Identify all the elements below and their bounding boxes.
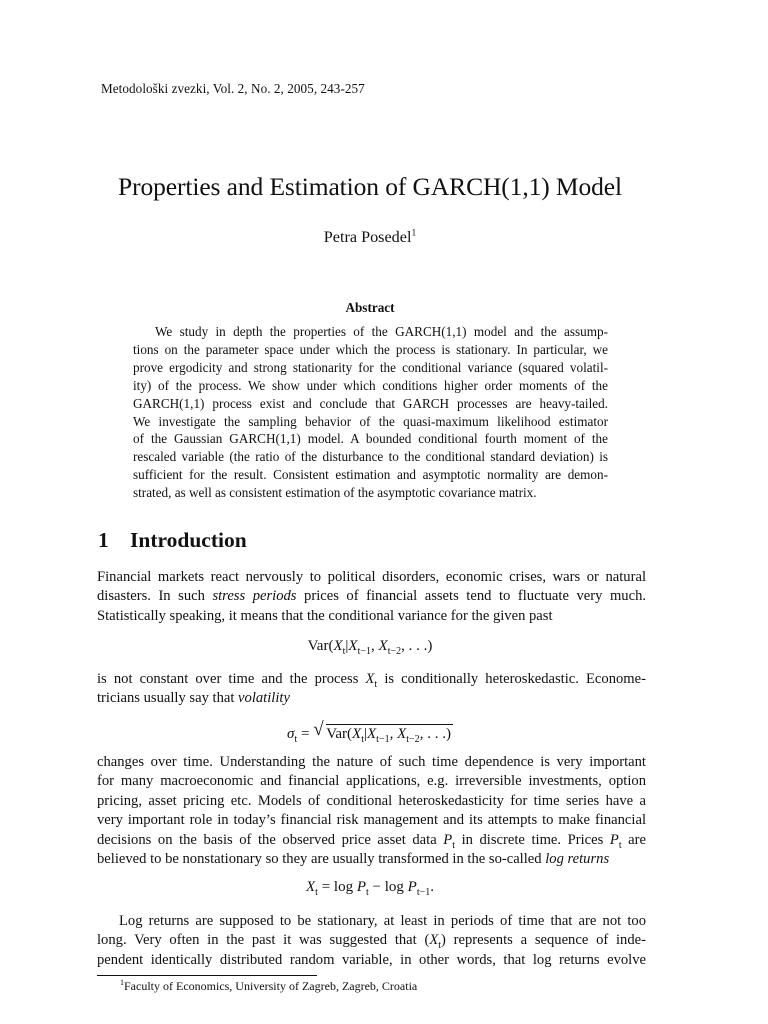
abstract-line: prove ergodicity and strong stationarity for the conditional variance (squared volatil- (133, 359, 608, 375)
intro-paragraph-1 (97, 568, 646, 626)
text-run: are (621, 831, 646, 848)
text-run: is conditionally heteroskedastic. Econome- (377, 671, 646, 687)
eq-sub: t (294, 734, 298, 745)
text-run: decisions on the basis of the observed price asset data (97, 831, 444, 848)
eq-var: X (378, 638, 388, 654)
abstract-line: We study in depth the properties of the GARCH(1,1) model and the assump- (155, 324, 608, 339)
text-run: in discrete time. Prices (454, 831, 610, 848)
eq-text: , . . .) (401, 638, 433, 654)
sqrt-body (326, 724, 453, 743)
footnote-text: Faculty of Economics, University of Zagreb, Zagreb, Croatia (124, 979, 418, 993)
math-sub: t (374, 678, 378, 690)
abstract-line: strated, as well as consistent estimation of the asymptotic covariance matrix. (133, 485, 537, 501)
author-footnote-mark[interactable]: 1 (411, 228, 417, 239)
text-run: tricians usually say that (97, 690, 239, 707)
section-title: Introduction (130, 528, 247, 552)
eq-text: | (345, 638, 349, 654)
square-root (313, 719, 453, 745)
abstract-line: tions on the parameter space under which the process is stationary. In particular, we (133, 341, 608, 357)
paragraph-line (97, 587, 646, 606)
footnote (120, 979, 417, 994)
abstract-line: sufficient for the result. Consistent estimation and asymptotic normality are demon- (133, 467, 608, 483)
paragraph-line: Log returns are supposed to be stationary, at least in periods of time that are not too (119, 913, 646, 929)
paragraph-line: pricing, asset pricing etc. Models of conditional heteroskedasticity for time series have a (97, 792, 646, 809)
paragraph-line (97, 831, 646, 850)
abstract-line: We investigate the sampling behavior of the quasi-maximum likelihood estimator (133, 413, 608, 429)
eq-sub: t−2 (406, 734, 420, 745)
math-sub: t (438, 940, 442, 952)
paragraph-line: very important role in today’s financial risk management and its attempts to make financial (97, 812, 646, 829)
eq-sub: t−2 (387, 646, 402, 657)
abstract-heading: Abstract (345, 300, 395, 315)
paragraph-line (97, 931, 646, 950)
eq-sub: t−1 (357, 646, 372, 657)
text-run: is not constant over time and the process (97, 671, 366, 687)
eq-text: , . . .) (419, 726, 451, 742)
paragraph-line: Statistically speaking, it means that the conditional variance for the given past (97, 607, 553, 624)
eq-sub: t−1 (416, 887, 431, 898)
footnote-mark: 1 (120, 978, 124, 987)
math-var: P (609, 831, 619, 848)
intro-paragraph-3 (97, 753, 646, 869)
eq-var: X (367, 726, 377, 742)
intro-paragraph-2 (97, 670, 646, 709)
eq-sub: t (361, 734, 364, 745)
eq-sub: t (342, 646, 346, 657)
section-number: 1 (98, 528, 109, 552)
eq-text: , (371, 638, 379, 654)
eq-var: P (356, 879, 366, 895)
eq-var: X (348, 638, 358, 654)
math-var: X (429, 932, 439, 949)
math-var: P (443, 831, 453, 848)
abstract-line: of the Gaussian GARCH(1,1) model. A bounded conditional fourth moment of the (133, 431, 608, 447)
sqrt-sign-icon: √ (313, 719, 324, 740)
author-line (0, 228, 740, 247)
text-run: believed to be nonstationary so they are usually transformed in the so-called (97, 851, 546, 868)
text-run: long. Very often in the past it was suggested that ( (97, 932, 430, 949)
abstract-body (133, 323, 608, 502)
equation-conditional-variance (0, 638, 740, 655)
abstract-line: GARCH(1,1) process exist and conclude that GARCH processes are heavy-tailed. (133, 395, 608, 411)
math-sub: t (618, 839, 622, 851)
eq-var: X (333, 638, 343, 654)
paragraph-line: Financial markets react nervously to political disorders, economic crises, wars or natural (97, 569, 646, 585)
eq-text: Var( (326, 726, 353, 742)
eq-sub: t−1 (376, 734, 390, 745)
eq-var: X (397, 726, 407, 742)
eq-var: X (352, 726, 362, 742)
section-heading (98, 528, 247, 553)
eq-text: = log (317, 879, 357, 895)
eq-var: P (407, 879, 417, 895)
eq-text: , (389, 726, 398, 742)
paragraph-line: changes over time. Understanding the nature of such time dependence is very important (97, 754, 646, 770)
eq-sub: t (315, 887, 318, 898)
eq-text: | (363, 726, 367, 742)
text-run: disasters. In such (97, 588, 213, 605)
emphasis-text: stress periods (212, 588, 297, 605)
emphasis-text: volatility (238, 690, 290, 707)
eq-var: X (305, 879, 316, 895)
math-sub: t (452, 839, 455, 851)
equation-log-returns (0, 879, 740, 896)
abstract-line: ity) of the process. We show under which conditions higher order moments of the (133, 377, 608, 393)
paragraph-line (97, 850, 646, 869)
author-name: Petra Posedel (323, 228, 412, 246)
abstract-line: rescaled variable (the ratio of the disturbance to the conditional standard deviation) is (133, 449, 608, 465)
eq-var: σ (287, 726, 295, 742)
emphasis-text: log returns (545, 851, 610, 868)
text-run: prices of financial assets tend to fluctuate very much. (296, 588, 647, 605)
paragraph-line (97, 689, 646, 708)
equation-volatility (0, 719, 740, 745)
eq-text: = (297, 726, 314, 742)
paper-title: Properties and Estimation of GARCH(1,1) Model (117, 172, 623, 201)
math-var: X (365, 671, 375, 687)
text-run: ) represents a sequence of inde- (441, 932, 646, 949)
footnote-divider (97, 975, 317, 976)
eq-text: Var( (307, 638, 334, 654)
paragraph-line (97, 670, 646, 689)
paragraph-line: pendent identically distributed random variable, in other words, that log returns evolve (97, 951, 646, 968)
eq-text: − log (368, 879, 408, 895)
eq-sub: t (366, 887, 369, 898)
paragraph-line: for many macroeconomic and financial applications, e.g. irreversible investments, option (97, 773, 646, 790)
intro-paragraph-4 (97, 912, 646, 970)
journal-header: Metodološki zvezki, Vol. 2, No. 2, 2005, 243-257 (101, 81, 365, 96)
eq-text: . (430, 879, 435, 895)
